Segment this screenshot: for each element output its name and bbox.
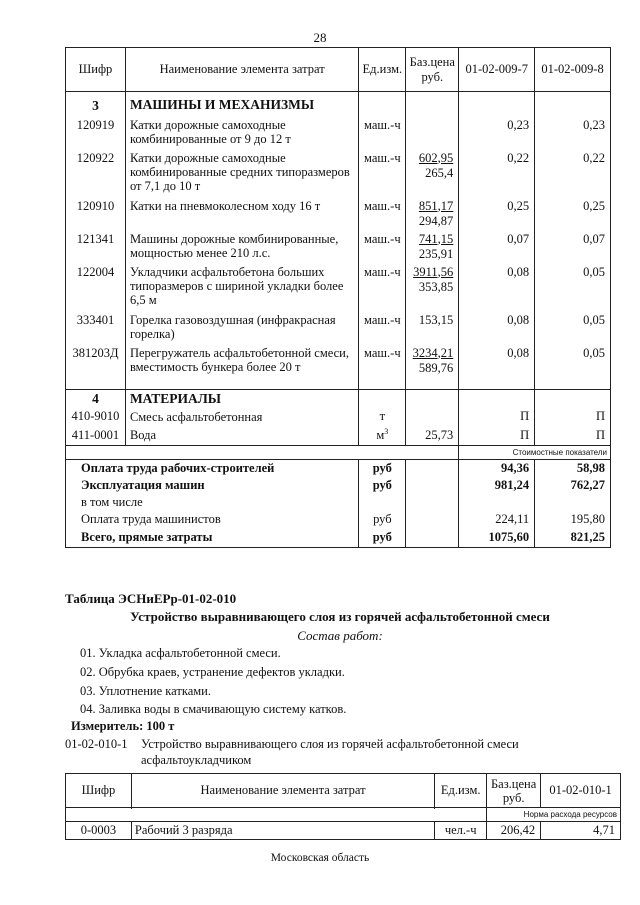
- cost-name: Оплата труда машинистов: [66, 511, 359, 528]
- row-price: 3911,56 353,85: [406, 265, 459, 313]
- row-v7: 0,07: [459, 232, 535, 265]
- row-v8: 0,25: [535, 199, 611, 232]
- works-title: Состав работ:: [297, 628, 383, 643]
- row-price: 206,42: [487, 822, 541, 840]
- page-number: 28: [313, 30, 327, 45]
- work-item: 04. Заливка воды в смачивающую систему катков.: [80, 702, 347, 716]
- section-title: МАТЕРИАЛЫ: [125, 390, 358, 408]
- row-unit: маш.-ч: [359, 118, 406, 151]
- cost-row: [66, 528, 611, 548]
- cost-row: [66, 494, 611, 511]
- row-code: 121341: [66, 232, 126, 265]
- row-unit: маш.-ч: [359, 313, 406, 346]
- row-name: Перегружатель асфальтобетонной смеси, вместимость бункера более 20 т: [125, 346, 358, 390]
- row-v7: 0,08: [459, 346, 535, 390]
- row-code: 0-0003: [66, 822, 132, 840]
- table-row: [66, 346, 611, 390]
- section-num: 4: [66, 390, 126, 408]
- section-4-row: [66, 390, 611, 408]
- cost-v8: 58,98: [535, 460, 611, 477]
- row-price: 153,15: [406, 313, 459, 346]
- header-col-7: 01-02-009-7: [459, 48, 535, 92]
- norm-header: Норма расхода ресурсов: [487, 808, 621, 822]
- cost-row: [66, 511, 611, 528]
- row-code: 381203Д: [66, 346, 126, 390]
- row-code: 410-9010: [66, 408, 126, 426]
- row-unit: маш.-ч: [359, 151, 406, 199]
- row-v7: 0,08: [459, 265, 535, 313]
- row-v8: 0,05: [535, 346, 611, 390]
- row-price: [406, 118, 459, 151]
- row-v7: 0,22: [459, 151, 535, 199]
- item-code: 01-02-010-1: [65, 737, 128, 751]
- row-name: Смесь асфальтобетонная: [125, 408, 358, 426]
- header-col-8: 01-02-009-8: [535, 48, 611, 92]
- row-name: Укладчики асфальтобетона больших типоразмеров с шириной укладки более 6,5 м: [125, 265, 358, 313]
- cost-v7: 94,36: [459, 460, 535, 477]
- row-v8: 0,05: [535, 265, 611, 313]
- row-name: Катки дорожные самоходные комбинированные от 9 до 12 т: [125, 118, 358, 151]
- header-col-010-1: 01-02-010-1: [541, 774, 621, 808]
- row-price: 25,73: [406, 426, 459, 446]
- section-title: Устройство выравнивающего слоя из горячей асфальтобетонной смеси: [130, 609, 550, 624]
- row-v8: П: [535, 426, 611, 446]
- row-price: 741,15 235,91: [406, 232, 459, 265]
- cost-unit: руб: [359, 528, 406, 548]
- table-row: [66, 265, 611, 313]
- row-v7: 0,23: [459, 118, 535, 151]
- row-code: 333401: [66, 313, 126, 346]
- cost-v8: 195,80: [535, 511, 611, 528]
- cost-v8: 762,27: [535, 477, 611, 494]
- row-price: [406, 408, 459, 426]
- table-row: [66, 408, 611, 426]
- row-unit: $м^3$: [359, 426, 406, 446]
- row-name: Горелка газовоздушная (инфракрасная горелка): [125, 313, 358, 346]
- row-code: 120919: [66, 118, 126, 151]
- header-name: Наименование элемента затрат: [125, 48, 358, 92]
- row-code: 120922: [66, 151, 126, 199]
- row-v8: 0,22: [535, 151, 611, 199]
- work-item: 03. Уплотнение катками.: [80, 684, 211, 698]
- table-row: [66, 232, 611, 265]
- cost-name: в том числе: [66, 494, 359, 511]
- row-unit: маш.-ч: [359, 232, 406, 265]
- table-row: [66, 426, 611, 446]
- work-item: 02. Обрубка краев, устранение дефектов укладки.: [80, 665, 345, 679]
- header-unit: Ед.изм.: [359, 48, 406, 92]
- cost-unit: руб: [359, 511, 406, 528]
- table-row: [66, 313, 611, 346]
- row-price: 851,17 294,87: [406, 199, 459, 232]
- row-unit: маш.-ч: [359, 199, 406, 232]
- header-price: Баз.цена руб.: [406, 48, 459, 92]
- row-unit: маш.-ч: [359, 346, 406, 390]
- cost-v7: 224,11: [459, 511, 535, 528]
- row-unit: чел.-ч: [435, 822, 487, 840]
- row-name: Катки на пневмоколесном ходу 16 т: [125, 199, 358, 232]
- header-code: Шифр: [66, 48, 126, 92]
- cost-name: Всего, прямые затраты: [66, 528, 359, 548]
- row-unit: т: [359, 408, 406, 426]
- row-unit: маш.-ч: [359, 265, 406, 313]
- section-3-row: [66, 92, 611, 118]
- header-unit: Ед.изм.: [435, 774, 487, 808]
- row-v8: 0,05: [535, 313, 611, 346]
- cost-table-010: [65, 773, 621, 840]
- row-code: 411-0001: [66, 426, 126, 446]
- row-v8: 0,23: [535, 118, 611, 151]
- section-num: 3: [66, 92, 126, 118]
- row-v7: 0,08: [459, 313, 535, 346]
- row-v7: П: [459, 408, 535, 426]
- footer: Московская область: [270, 852, 370, 864]
- table-id: Таблица ЭСНиЕРр-01-02-010: [65, 591, 237, 606]
- cost-header: Стоимостные показатели: [459, 446, 611, 460]
- row-code: 120910: [66, 199, 126, 232]
- row-value: 4,71: [541, 822, 621, 840]
- cost-v7: 981,24: [459, 477, 535, 494]
- table-row: [66, 822, 621, 840]
- row-name: Рабочий 3 разряда: [131, 822, 434, 840]
- row-v8: П: [535, 408, 611, 426]
- header-code: Шифр: [66, 774, 132, 808]
- section-title: МАШИНЫ И МЕХАНИЗМЫ: [125, 92, 358, 118]
- cost-name: Эксплуатация машин: [66, 477, 359, 494]
- row-price: 602,95 265,4: [406, 151, 459, 199]
- cost-unit: руб: [359, 460, 406, 477]
- cost-v7: 1075,60: [459, 528, 535, 548]
- table-row: [66, 199, 611, 232]
- item-text-2: асфальтоукладчиком: [141, 753, 252, 767]
- row-v7: 0,25: [459, 199, 535, 232]
- row-price: 3234,21 589,76: [406, 346, 459, 390]
- cost-row: [66, 477, 611, 494]
- work-item: 01. Укладка асфальтобетонной смеси.: [80, 646, 281, 660]
- cost-table-009: [65, 47, 611, 548]
- item-text-1: Устройство выравнивающего слоя из горячей асфальтобетонной смеси: [141, 737, 519, 751]
- row-v8: 0,07: [535, 232, 611, 265]
- cost-unit: руб: [359, 477, 406, 494]
- cost-v8: 821,25: [535, 528, 611, 548]
- row-name: Катки дорожные самоходные комбинированные средних типоразмеров от 7,1 до 10 т: [125, 151, 358, 199]
- row-v7: П: [459, 426, 535, 446]
- cost-name: Оплата труда рабочих-строителей: [66, 460, 359, 477]
- table-row: [66, 151, 611, 199]
- row-name: Машины дорожные комбинированные, мощностью менее 210 л.с.: [125, 232, 358, 265]
- measure: Измеритель: 100 т: [71, 719, 175, 733]
- row-name: Вода: [125, 426, 358, 446]
- cost-header-row: [66, 446, 611, 460]
- cost-row: [66, 460, 611, 477]
- table-header-row: [66, 48, 611, 92]
- header-price: Баз.цена руб.: [487, 774, 541, 808]
- table-row: [66, 118, 611, 151]
- row-code: 122004: [66, 265, 126, 313]
- header-name: Наименование элемента затрат: [131, 774, 434, 808]
